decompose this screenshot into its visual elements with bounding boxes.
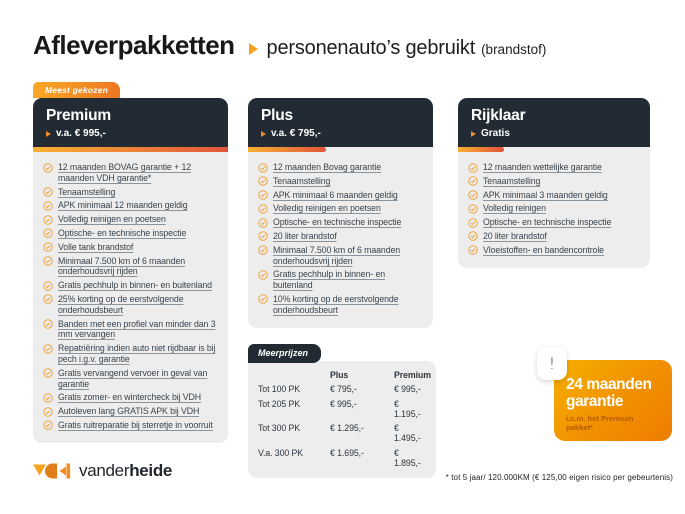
most-chosen-badge: Meest gekozen bbox=[33, 82, 120, 98]
list-item bbox=[43, 280, 220, 291]
package-name: Rijklaar bbox=[471, 107, 526, 124]
table-row bbox=[258, 448, 426, 468]
footnote-disclaimer: * tot 5 jaar/ 120.000KM (€ 125,00 eigen risico per gebeurtenis) bbox=[445, 473, 673, 482]
table-header-premium: Premium bbox=[394, 369, 431, 380]
brand-logo bbox=[33, 461, 172, 481]
check-circle-icon bbox=[258, 218, 268, 228]
list-item bbox=[258, 217, 425, 228]
plus-price-cell: € 1.295,- bbox=[330, 423, 364, 433]
check-circle-icon bbox=[43, 368, 53, 378]
check-circle-icon bbox=[43, 319, 53, 329]
plus-price-cell: € 795,- bbox=[330, 384, 357, 394]
feature-text: Volle tank brandstof bbox=[58, 241, 134, 252]
check-circle-icon bbox=[43, 242, 53, 252]
promo-line1: 24 maanden bbox=[566, 376, 652, 393]
feature-text: Banden met een profiel van minder dan 3 mm vervangen bbox=[58, 318, 216, 340]
table-row bbox=[258, 384, 426, 394]
premium-price-cell: € 1.195,- bbox=[394, 398, 421, 419]
list-item bbox=[258, 203, 425, 214]
feature-text: 12 maanden Bovag garantie bbox=[273, 162, 382, 172]
premium-price-cell: € 1.495,- bbox=[394, 423, 421, 443]
feature-text: 25% korting op de eerstvolgende onderhoudsbeurt bbox=[58, 293, 184, 315]
arrow-right-icon bbox=[261, 131, 266, 137]
list-item bbox=[43, 406, 220, 417]
list-item bbox=[258, 190, 425, 201]
check-circle-icon bbox=[258, 204, 268, 214]
package-price: v.a. € 995,- bbox=[56, 128, 106, 139]
list-item bbox=[43, 319, 220, 341]
feature-text: 20 liter brandstof bbox=[273, 230, 337, 241]
package-price-line bbox=[471, 128, 637, 139]
list-item bbox=[43, 392, 220, 403]
brand-name: vanderheide bbox=[79, 461, 173, 480]
check-circle-icon bbox=[258, 176, 268, 186]
page-header bbox=[33, 30, 546, 61]
table-header-plus: Plus bbox=[330, 369, 349, 380]
list-item bbox=[468, 162, 642, 173]
exclamation-icon: ! bbox=[537, 347, 567, 380]
table-header-row bbox=[258, 369, 431, 380]
list-item bbox=[43, 200, 220, 211]
check-circle-icon bbox=[468, 245, 478, 255]
check-circle-icon bbox=[468, 163, 478, 173]
check-circle-icon bbox=[468, 218, 478, 228]
package-name: Premium bbox=[46, 107, 111, 124]
feature-text: APK minimaal 3 maanden geldig bbox=[483, 189, 608, 200]
package-price: Gratis bbox=[481, 128, 510, 139]
check-circle-icon bbox=[43, 215, 53, 225]
promo-line2: garantie bbox=[566, 392, 624, 410]
feature-text: 10% korting op de eerstvolgende onderhoudsbeurt bbox=[273, 293, 399, 315]
package-price-line bbox=[261, 128, 420, 139]
table-header-empty bbox=[258, 370, 324, 380]
feature-text: Volledig reinigen en poetsen bbox=[273, 203, 381, 214]
list-item bbox=[43, 420, 220, 431]
page-subtitle-note: (brandstof) bbox=[481, 42, 547, 57]
table-row bbox=[258, 399, 426, 419]
feature-text: Repatriëring indien auto niet rijdbaar is bij pech i.g.v. garantie bbox=[58, 343, 216, 364]
feature-text: Gratis ruitreparatie bij sterretje in voorruit bbox=[58, 419, 213, 430]
package-card-plus bbox=[248, 98, 433, 328]
check-circle-icon bbox=[43, 163, 53, 173]
feature-text: APK minimaal 6 maanden geldig bbox=[273, 189, 398, 200]
feature-text: Volledig reinigen en poetsen bbox=[58, 214, 166, 225]
feature-text: Gratis zomer- en wintercheck bij VDH bbox=[58, 392, 202, 403]
package-price: v.a. € 795,- bbox=[271, 128, 321, 139]
check-circle-icon bbox=[43, 201, 53, 211]
check-circle-icon bbox=[468, 231, 478, 241]
table-rows bbox=[258, 384, 426, 468]
row-label: V.a. 300 PK bbox=[258, 447, 304, 458]
feature-text: Gratis pechhulp in binnen- en buitenland bbox=[58, 280, 212, 291]
package-card-rijklaar bbox=[458, 98, 650, 268]
list-item bbox=[43, 343, 220, 365]
package-body-plus bbox=[248, 152, 433, 328]
feature-text: Tenaamstelling bbox=[483, 175, 541, 186]
vdh-logo-icon bbox=[33, 461, 71, 481]
list-item bbox=[43, 187, 220, 198]
check-circle-icon bbox=[43, 393, 53, 403]
row-label: Tot 205 PK bbox=[258, 398, 301, 409]
list-item bbox=[43, 162, 220, 184]
package-body-rijklaar bbox=[458, 152, 650, 268]
package-card-premium bbox=[33, 85, 228, 443]
premium-price-cell: € 1.895,- bbox=[394, 447, 421, 468]
check-circle-icon bbox=[258, 245, 268, 255]
warranty-promo-box bbox=[548, 354, 672, 441]
arrow-right-icon bbox=[471, 131, 476, 137]
feature-text: Tenaamstelling bbox=[273, 175, 331, 186]
feature-text: Minimaal 7.500 km of 6 maanden onderhoudsvrij rijden bbox=[58, 255, 186, 277]
list-item bbox=[468, 176, 642, 187]
page-title: Afleverpakketten bbox=[33, 30, 235, 60]
list-item bbox=[258, 231, 425, 242]
feature-list bbox=[43, 162, 220, 431]
row-label: Tot 100 PK bbox=[258, 384, 301, 394]
table-row bbox=[258, 423, 426, 443]
feature-text: 12 maanden wettelijke garantie bbox=[483, 162, 602, 172]
surcharges-table bbox=[248, 361, 436, 478]
check-circle-icon bbox=[258, 270, 268, 280]
feature-text: Optische- en technische inspectie bbox=[58, 227, 187, 238]
package-body-premium bbox=[33, 152, 228, 443]
feature-text: 20 liter brandstof bbox=[483, 230, 547, 241]
check-circle-icon bbox=[468, 190, 478, 200]
feature-text: Volledig reinigen bbox=[483, 203, 546, 214]
list-item bbox=[468, 203, 642, 214]
surcharges-title: Meerprijzen bbox=[248, 344, 321, 363]
check-circle-icon bbox=[43, 187, 53, 197]
feature-text: Autoleven lang GRATIS APK bij VDH bbox=[58, 406, 200, 417]
plus-price-cell: € 995,- bbox=[330, 398, 357, 409]
list-item bbox=[258, 162, 425, 173]
list-item bbox=[468, 217, 642, 228]
feature-text: Gratis pechhulp in binnen- en buitenland bbox=[273, 269, 386, 291]
check-circle-icon bbox=[258, 163, 268, 173]
premium-price-cell: € 995,- bbox=[394, 384, 421, 394]
list-item bbox=[258, 245, 425, 267]
surcharges-section bbox=[248, 343, 436, 478]
check-circle-icon bbox=[43, 256, 53, 266]
check-circle-icon bbox=[258, 294, 268, 304]
feature-text: 12 maanden BOVAG garantie + 12 maanden VDH garantie* bbox=[58, 162, 192, 183]
plus-price-cell: € 1.695,- bbox=[330, 447, 364, 458]
feature-text: Vloeistoffen- en bandencontrole bbox=[483, 244, 604, 255]
list-item bbox=[43, 214, 220, 225]
check-circle-icon bbox=[468, 176, 478, 186]
promo-note: i.c.m. het Premium pakket* bbox=[566, 414, 634, 432]
arrow-right-icon bbox=[249, 43, 258, 55]
check-circle-icon bbox=[43, 420, 53, 430]
list-item bbox=[258, 269, 425, 291]
row-label: Tot 300 PK bbox=[258, 423, 301, 433]
check-circle-icon bbox=[43, 407, 53, 417]
list-item bbox=[43, 368, 220, 390]
feature-text: Optische- en technische inspectie bbox=[483, 217, 612, 228]
check-circle-icon bbox=[43, 344, 53, 354]
check-circle-icon bbox=[43, 281, 53, 291]
list-item bbox=[468, 190, 642, 201]
list-item bbox=[468, 231, 642, 242]
feature-text: APK minimaal 12 maanden geldig bbox=[58, 200, 188, 211]
check-circle-icon bbox=[258, 231, 268, 241]
page-subtitle: personenauto’s gebruikt bbox=[266, 37, 476, 59]
feature-text: Optische- en technische inspectie bbox=[273, 217, 402, 228]
feature-text: Minimaal 7.500 km of 6 maanden onderhoudsvrij rijden bbox=[273, 244, 401, 266]
list-item bbox=[258, 294, 425, 316]
package-price-line bbox=[46, 128, 215, 139]
list-item bbox=[258, 176, 425, 187]
list-item bbox=[43, 294, 220, 316]
feature-list bbox=[468, 162, 642, 256]
check-circle-icon bbox=[468, 204, 478, 214]
feature-text: Tenaamstelling bbox=[58, 186, 116, 197]
list-item bbox=[43, 228, 220, 239]
package-header-plus bbox=[248, 98, 433, 147]
list-item bbox=[468, 245, 642, 256]
feature-list bbox=[258, 162, 425, 316]
check-circle-icon bbox=[43, 228, 53, 238]
list-item bbox=[43, 256, 220, 278]
feature-text: Gratis vervangend vervoer in geval van garantie bbox=[58, 367, 208, 389]
package-name: Plus bbox=[261, 107, 293, 124]
check-circle-icon bbox=[258, 190, 268, 200]
list-item bbox=[43, 242, 220, 253]
check-circle-icon bbox=[43, 294, 53, 304]
package-header-premium bbox=[33, 98, 228, 147]
arrow-right-icon bbox=[46, 131, 51, 137]
package-header-rijklaar bbox=[458, 98, 650, 147]
